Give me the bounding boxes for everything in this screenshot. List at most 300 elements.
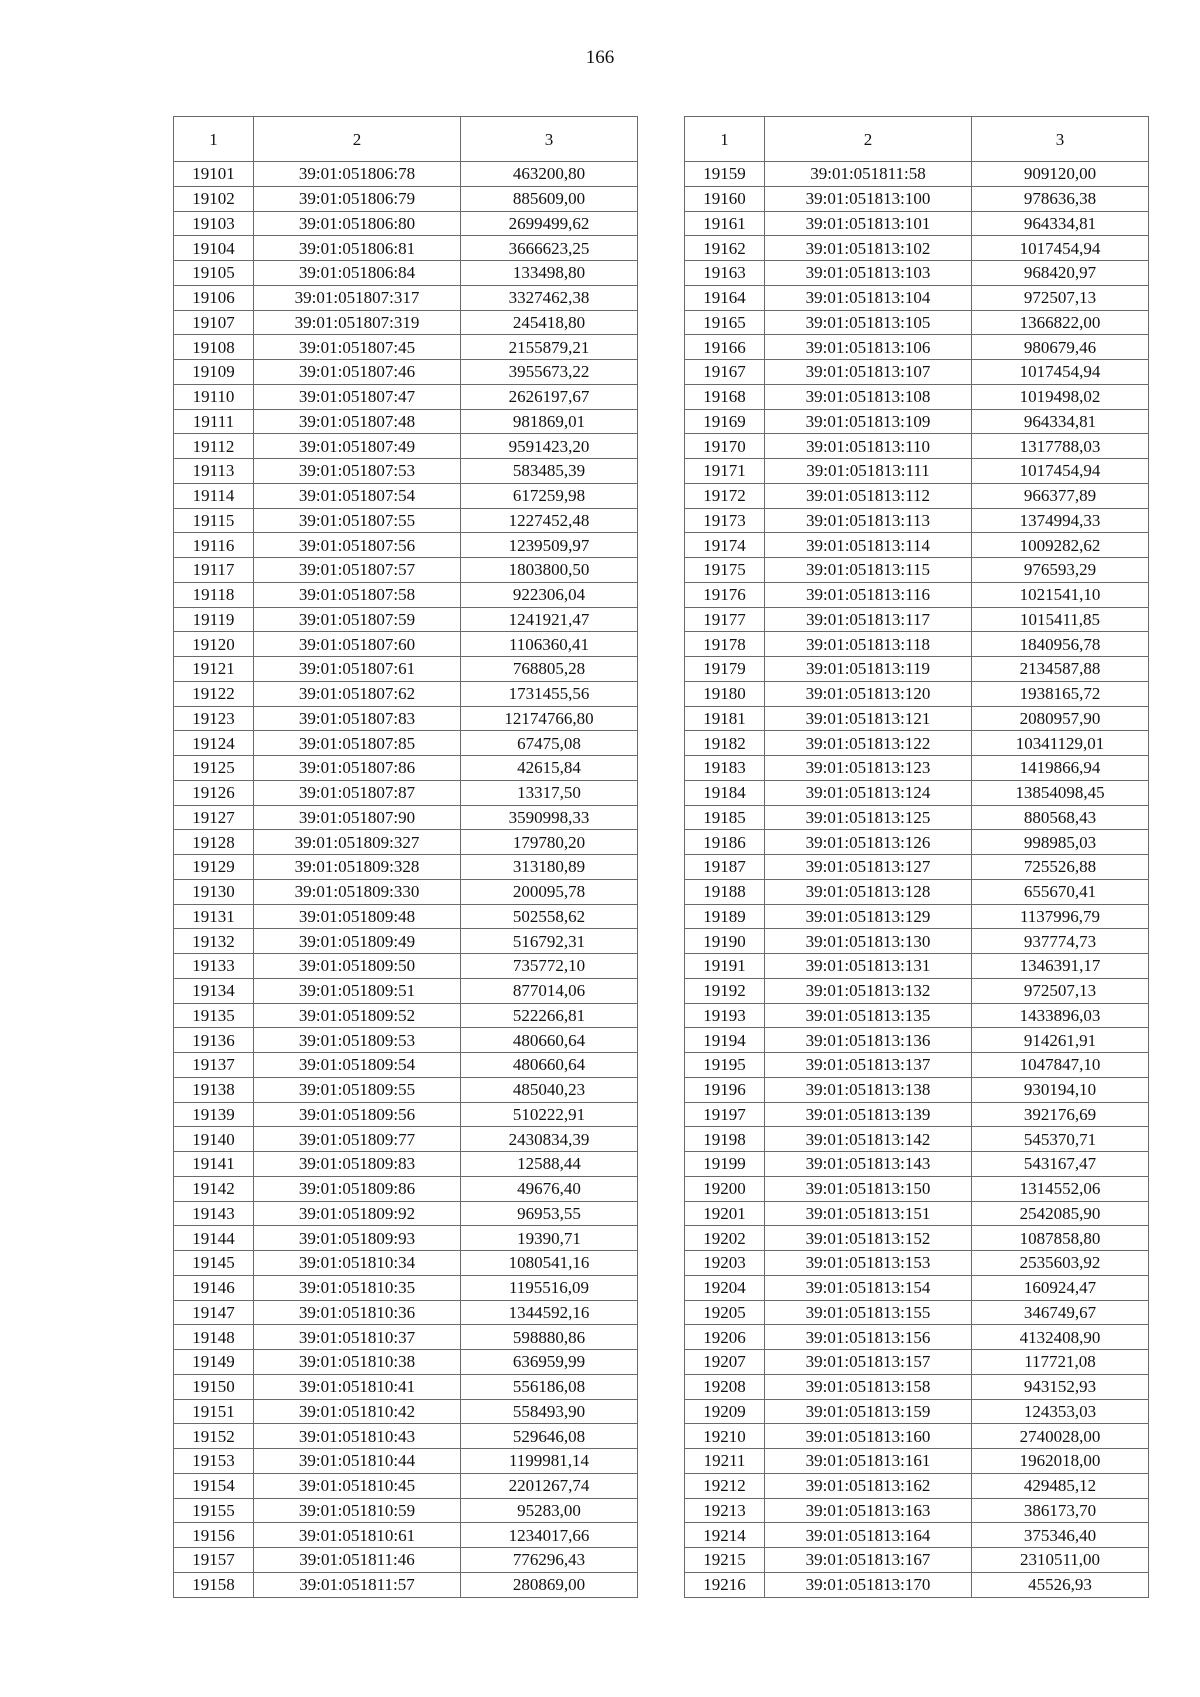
cadastral-number-cell: 39:01:051813:161 <box>765 1449 972 1474</box>
row-number-cell: 19206 <box>685 1325 765 1350</box>
cadastral-number-cell: 39:01:051813:107 <box>765 360 972 385</box>
value-cell: 1017454,94 <box>972 459 1149 484</box>
table-row <box>685 1498 1149 1523</box>
row-number-cell: 19212 <box>685 1473 765 1498</box>
cadastral-number-cell: 39:01:051811:58 <box>765 162 972 187</box>
value-cell: 2542085,90 <box>972 1201 1149 1226</box>
cadastral-number-cell: 39:01:051806:84 <box>254 261 461 286</box>
row-number-cell: 19124 <box>174 731 254 756</box>
row-number-cell: 19126 <box>174 780 254 805</box>
cadastral-number-cell: 39:01:051813:122 <box>765 731 972 756</box>
table-row <box>685 1300 1149 1325</box>
row-number-cell: 19163 <box>685 261 765 286</box>
value-cell: 1239509,97 <box>461 533 638 558</box>
row-number-cell: 19139 <box>174 1102 254 1127</box>
value-cell: 4132408,90 <box>972 1325 1149 1350</box>
value-cell: 556186,08 <box>461 1374 638 1399</box>
cadastral-number-cell: 39:01:051809:77 <box>254 1127 461 1152</box>
row-number-cell: 19174 <box>685 533 765 558</box>
table-row <box>174 1201 638 1226</box>
cadastral-number-cell: 39:01:051811:57 <box>254 1572 461 1597</box>
row-number-cell: 19111 <box>174 409 254 434</box>
cadastral-number-cell: 39:01:051813:157 <box>765 1350 972 1375</box>
value-cell: 1938165,72 <box>972 681 1149 706</box>
row-number-cell: 19202 <box>685 1226 765 1251</box>
cadastral-number-cell: 39:01:051807:47 <box>254 384 461 409</box>
table-row <box>174 1424 638 1449</box>
cadastral-number-cell: 39:01:051813:125 <box>765 805 972 830</box>
table-row <box>174 162 638 187</box>
cadastral-number-cell: 39:01:051807:83 <box>254 706 461 731</box>
value-cell: 13854098,45 <box>972 780 1149 805</box>
row-number-cell: 19106 <box>174 285 254 310</box>
row-number-cell: 19187 <box>685 855 765 880</box>
table-row <box>685 731 1149 756</box>
row-number-cell: 19166 <box>685 335 765 360</box>
column-header-number: 1 <box>685 117 765 162</box>
row-number-cell: 19207 <box>685 1350 765 1375</box>
row-number-cell: 19115 <box>174 508 254 533</box>
table-row <box>685 1374 1149 1399</box>
table-row <box>174 681 638 706</box>
cadastral-number-cell: 39:01:051813:156 <box>765 1325 972 1350</box>
table-row <box>174 409 638 434</box>
row-number-cell: 19147 <box>174 1300 254 1325</box>
table-row <box>174 384 638 409</box>
table-row <box>174 855 638 880</box>
table-row <box>685 533 1149 558</box>
row-number-cell: 19107 <box>174 310 254 335</box>
row-number-cell: 19138 <box>174 1077 254 1102</box>
value-cell: 3955673,22 <box>461 360 638 385</box>
row-number-cell: 19198 <box>685 1127 765 1152</box>
value-cell: 1344592,16 <box>461 1300 638 1325</box>
table-row <box>685 360 1149 385</box>
table-row <box>174 904 638 929</box>
value-cell: 1241921,47 <box>461 607 638 632</box>
cadastral-number-cell: 39:01:051813:112 <box>765 483 972 508</box>
row-number-cell: 19213 <box>685 1498 765 1523</box>
table-row <box>174 632 638 657</box>
row-number-cell: 19102 <box>174 186 254 211</box>
value-cell: 543167,47 <box>972 1152 1149 1177</box>
table-row <box>174 607 638 632</box>
cadastral-number-cell: 39:01:051813:131 <box>765 954 972 979</box>
table-row <box>685 681 1149 706</box>
cadastral-number-cell: 39:01:051807:62 <box>254 681 461 706</box>
row-number-cell: 19179 <box>685 657 765 682</box>
value-cell: 346749,67 <box>972 1300 1149 1325</box>
table-row <box>685 162 1149 187</box>
row-number-cell: 19181 <box>685 706 765 731</box>
value-cell: 966377,89 <box>972 483 1149 508</box>
table-row <box>685 929 1149 954</box>
row-number-cell: 19211 <box>685 1449 765 1474</box>
table-row <box>174 1374 638 1399</box>
value-cell: 1021541,10 <box>972 582 1149 607</box>
value-cell: 1017454,94 <box>972 236 1149 261</box>
value-cell: 45526,93 <box>972 1572 1149 1597</box>
cadastral-number-cell: 39:01:051813:150 <box>765 1176 972 1201</box>
table-row <box>685 1003 1149 1028</box>
cadastral-number-cell: 39:01:051810:44 <box>254 1449 461 1474</box>
value-cell: 42615,84 <box>461 756 638 781</box>
cadastral-number-cell: 39:01:051813:117 <box>765 607 972 632</box>
row-number-cell: 19152 <box>174 1424 254 1449</box>
cadastral-number-cell: 39:01:051813:113 <box>765 508 972 533</box>
cadastral-number-cell: 39:01:051809:93 <box>254 1226 461 1251</box>
row-number-cell: 19200 <box>685 1176 765 1201</box>
value-cell: 2134587,88 <box>972 657 1149 682</box>
cadastral-number-cell: 39:01:051809:51 <box>254 978 461 1003</box>
cadastral-number-cell: 39:01:051813:108 <box>765 384 972 409</box>
cadastral-number-cell: 39:01:051813:114 <box>765 533 972 558</box>
cadastral-number-cell: 39:01:051809:328 <box>254 855 461 880</box>
value-cell: 280869,00 <box>461 1572 638 1597</box>
table-row <box>174 1548 638 1573</box>
value-cell: 49676,40 <box>461 1176 638 1201</box>
cadastral-number-cell: 39:01:051807:86 <box>254 756 461 781</box>
value-cell: 937774,73 <box>972 929 1149 954</box>
table-row <box>685 211 1149 236</box>
value-cell: 19390,71 <box>461 1226 638 1251</box>
value-cell: 2740028,00 <box>972 1424 1149 1449</box>
row-number-cell: 19149 <box>174 1350 254 1375</box>
cadastral-number-cell: 39:01:051807:57 <box>254 558 461 583</box>
table-row <box>174 1275 638 1300</box>
value-cell: 968420,97 <box>972 261 1149 286</box>
cadastral-number-cell: 39:01:051809:54 <box>254 1053 461 1078</box>
value-cell: 392176,69 <box>972 1102 1149 1127</box>
value-cell: 10341129,01 <box>972 731 1149 756</box>
table-row <box>685 1399 1149 1424</box>
row-number-cell: 19197 <box>685 1102 765 1127</box>
value-cell: 1199981,14 <box>461 1449 638 1474</box>
value-cell: 617259,98 <box>461 483 638 508</box>
table-row <box>685 1523 1149 1548</box>
row-number-cell: 19191 <box>685 954 765 979</box>
value-cell: 2201267,74 <box>461 1473 638 1498</box>
table-row <box>685 607 1149 632</box>
cadastral-number-cell: 39:01:051810:37 <box>254 1325 461 1350</box>
value-cell: 2080957,90 <box>972 706 1149 731</box>
cadastral-number-cell: 39:01:051813:136 <box>765 1028 972 1053</box>
table-row <box>174 1399 638 1424</box>
value-cell: 914261,91 <box>972 1028 1149 1053</box>
value-cell: 1106360,41 <box>461 632 638 657</box>
cadastral-number-cell: 39:01:051809:56 <box>254 1102 461 1127</box>
header-row <box>685 117 1149 162</box>
cadastral-number-cell: 39:01:051813:151 <box>765 1201 972 1226</box>
value-cell: 510222,91 <box>461 1102 638 1127</box>
table-row <box>685 1226 1149 1251</box>
row-number-cell: 19145 <box>174 1251 254 1276</box>
table-row <box>174 236 638 261</box>
cadastral-number-cell: 39:01:051807:90 <box>254 805 461 830</box>
row-number-cell: 19162 <box>685 236 765 261</box>
cadastral-number-cell: 39:01:051807:317 <box>254 285 461 310</box>
table-row <box>174 310 638 335</box>
row-number-cell: 19172 <box>685 483 765 508</box>
row-number-cell: 19144 <box>174 1226 254 1251</box>
row-number-cell: 19121 <box>174 657 254 682</box>
cadastral-number-cell: 39:01:051813:130 <box>765 929 972 954</box>
value-cell: 1227452,48 <box>461 508 638 533</box>
value-cell: 1731455,56 <box>461 681 638 706</box>
row-number-cell: 19108 <box>174 335 254 360</box>
value-cell: 12588,44 <box>461 1152 638 1177</box>
value-cell: 655670,41 <box>972 879 1149 904</box>
table-row <box>174 1176 638 1201</box>
right-table <box>684 116 1149 1598</box>
row-number-cell: 19137 <box>174 1053 254 1078</box>
cadastral-number-cell: 39:01:051807:56 <box>254 533 461 558</box>
cadastral-number-cell: 39:01:051813:164 <box>765 1523 972 1548</box>
value-cell: 1803800,50 <box>461 558 638 583</box>
row-number-cell: 19208 <box>685 1374 765 1399</box>
row-number-cell: 19156 <box>174 1523 254 1548</box>
cadastral-number-cell: 39:01:051809:52 <box>254 1003 461 1028</box>
value-cell: 981869,01 <box>461 409 638 434</box>
row-number-cell: 19205 <box>685 1300 765 1325</box>
cadastral-number-cell: 39:01:051813:152 <box>765 1226 972 1251</box>
header-row <box>174 117 638 162</box>
table-row <box>174 1325 638 1350</box>
value-cell: 245418,80 <box>461 310 638 335</box>
value-cell: 583485,39 <box>461 459 638 484</box>
row-number-cell: 19140 <box>174 1127 254 1152</box>
row-number-cell: 19169 <box>685 409 765 434</box>
table-row <box>174 1127 638 1152</box>
row-number-cell: 19130 <box>174 879 254 904</box>
row-number-cell: 19118 <box>174 582 254 607</box>
value-cell: 636959,99 <box>461 1350 638 1375</box>
value-cell: 880568,43 <box>972 805 1149 830</box>
value-cell: 1374994,33 <box>972 508 1149 533</box>
row-number-cell: 19112 <box>174 434 254 459</box>
row-number-cell: 19105 <box>174 261 254 286</box>
table-row <box>174 929 638 954</box>
table-row <box>174 508 638 533</box>
row-number-cell: 19193 <box>685 1003 765 1028</box>
row-number-cell: 19182 <box>685 731 765 756</box>
row-number-cell: 19101 <box>174 162 254 187</box>
row-number-cell: 19104 <box>174 236 254 261</box>
table-row <box>685 236 1149 261</box>
table-row <box>174 731 638 756</box>
table-row <box>685 335 1149 360</box>
value-cell: 545370,71 <box>972 1127 1149 1152</box>
value-cell: 725526,88 <box>972 855 1149 880</box>
value-cell: 480660,64 <box>461 1028 638 1053</box>
row-number-cell: 19183 <box>685 756 765 781</box>
value-cell: 1017454,94 <box>972 360 1149 385</box>
row-number-cell: 19201 <box>685 1201 765 1226</box>
value-cell: 1317788,03 <box>972 434 1149 459</box>
column-header-value: 3 <box>461 117 638 162</box>
cadastral-number-cell: 39:01:051813:121 <box>765 706 972 731</box>
table-row <box>174 1498 638 1523</box>
cadastral-number-cell: 39:01:051810:61 <box>254 1523 461 1548</box>
value-cell: 67475,08 <box>461 731 638 756</box>
row-number-cell: 19189 <box>685 904 765 929</box>
cadastral-number-cell: 39:01:051807:58 <box>254 582 461 607</box>
cadastral-number-cell: 39:01:051810:42 <box>254 1399 461 1424</box>
table-row <box>685 904 1149 929</box>
cadastral-number-cell: 39:01:051810:34 <box>254 1251 461 1276</box>
row-number-cell: 19199 <box>685 1152 765 1177</box>
table-row <box>685 285 1149 310</box>
table-row <box>174 459 638 484</box>
cadastral-number-cell: 39:01:051813:137 <box>765 1053 972 1078</box>
value-cell: 1087858,80 <box>972 1226 1149 1251</box>
value-cell: 516792,31 <box>461 929 638 954</box>
row-number-cell: 19184 <box>685 780 765 805</box>
cadastral-number-cell: 39:01:051813:160 <box>765 1424 972 1449</box>
table-row <box>685 1473 1149 1498</box>
row-number-cell: 19159 <box>685 162 765 187</box>
table-row <box>174 879 638 904</box>
value-cell: 558493,90 <box>461 1399 638 1424</box>
cadastral-number-cell: 39:01:051813:126 <box>765 830 972 855</box>
cadastral-number-cell: 39:01:051813:110 <box>765 434 972 459</box>
row-number-cell: 19185 <box>685 805 765 830</box>
table-row <box>685 954 1149 979</box>
cadastral-number-cell: 39:01:051810:43 <box>254 1424 461 1449</box>
cadastral-number-cell: 39:01:051811:46 <box>254 1548 461 1573</box>
value-cell: 1419866,94 <box>972 756 1149 781</box>
table-row <box>174 805 638 830</box>
value-cell: 463200,80 <box>461 162 638 187</box>
table-row <box>685 657 1149 682</box>
row-number-cell: 19113 <box>174 459 254 484</box>
value-cell: 1080541,16 <box>461 1251 638 1276</box>
row-number-cell: 19210 <box>685 1424 765 1449</box>
row-number-cell: 19164 <box>685 285 765 310</box>
cadastral-number-cell: 39:01:051813:109 <box>765 409 972 434</box>
row-number-cell: 19170 <box>685 434 765 459</box>
table-row <box>685 261 1149 286</box>
row-number-cell: 19116 <box>174 533 254 558</box>
cadastral-number-cell: 39:01:051813:139 <box>765 1102 972 1127</box>
row-number-cell: 19117 <box>174 558 254 583</box>
table-row <box>174 756 638 781</box>
row-number-cell: 19160 <box>685 186 765 211</box>
value-cell: 2430834,39 <box>461 1127 638 1152</box>
table-row <box>174 954 638 979</box>
table-row <box>685 1201 1149 1226</box>
row-number-cell: 19167 <box>685 360 765 385</box>
row-number-cell: 19146 <box>174 1275 254 1300</box>
table-row <box>174 1152 638 1177</box>
value-cell: 480660,64 <box>461 1053 638 1078</box>
row-number-cell: 19142 <box>174 1176 254 1201</box>
cadastral-number-cell: 39:01:051813:162 <box>765 1473 972 1498</box>
table-row <box>685 978 1149 1003</box>
table-row <box>685 1053 1149 1078</box>
row-number-cell: 19122 <box>174 681 254 706</box>
table-row <box>685 1572 1149 1597</box>
table-row <box>685 1152 1149 1177</box>
table-row <box>174 1003 638 1028</box>
cadastral-number-cell: 39:01:051813:170 <box>765 1572 972 1597</box>
row-number-cell: 19175 <box>685 558 765 583</box>
cadastral-number-cell: 39:01:051807:87 <box>254 780 461 805</box>
table-row <box>174 285 638 310</box>
cadastral-number-cell: 39:01:051813:129 <box>765 904 972 929</box>
row-number-cell: 19127 <box>174 805 254 830</box>
cadastral-number-cell: 39:01:051813:104 <box>765 285 972 310</box>
cadastral-number-cell: 39:01:051813:111 <box>765 459 972 484</box>
cadastral-number-cell: 39:01:051807:54 <box>254 483 461 508</box>
column-header-number: 1 <box>174 117 254 162</box>
row-number-cell: 19150 <box>174 1374 254 1399</box>
cadastral-number-cell: 39:01:051813:153 <box>765 1251 972 1276</box>
row-number-cell: 19153 <box>174 1449 254 1474</box>
value-cell: 1314552,06 <box>972 1176 1149 1201</box>
table-row <box>174 657 638 682</box>
cadastral-number-cell: 39:01:051810:59 <box>254 1498 461 1523</box>
cadastral-number-cell: 39:01:051813:106 <box>765 335 972 360</box>
cadastral-number-cell: 39:01:051809:86 <box>254 1176 461 1201</box>
cadastral-number-cell: 39:01:051813:163 <box>765 1498 972 1523</box>
value-cell: 485040,23 <box>461 1077 638 1102</box>
cadastral-number-cell: 39:01:051813:154 <box>765 1275 972 1300</box>
row-number-cell: 19176 <box>685 582 765 607</box>
cadastral-number-cell: 39:01:051813:116 <box>765 582 972 607</box>
column-header-cadastral: 2 <box>254 117 461 162</box>
value-cell: 980679,46 <box>972 335 1149 360</box>
row-number-cell: 19120 <box>174 632 254 657</box>
table-row <box>174 533 638 558</box>
value-cell: 2535603,92 <box>972 1251 1149 1276</box>
table-row <box>174 1102 638 1127</box>
row-number-cell: 19132 <box>174 929 254 954</box>
row-number-cell: 19103 <box>174 211 254 236</box>
cadastral-number-cell: 39:01:051807:53 <box>254 459 461 484</box>
row-number-cell: 19109 <box>174 360 254 385</box>
value-cell: 598880,86 <box>461 1325 638 1350</box>
value-cell: 1366822,00 <box>972 310 1149 335</box>
cadastral-number-cell: 39:01:051813:132 <box>765 978 972 1003</box>
row-number-cell: 19128 <box>174 830 254 855</box>
value-cell: 922306,04 <box>461 582 638 607</box>
value-cell: 1015411,85 <box>972 607 1149 632</box>
cadastral-number-cell: 39:01:051810:35 <box>254 1275 461 1300</box>
row-number-cell: 19143 <box>174 1201 254 1226</box>
table-row <box>685 384 1149 409</box>
table-row <box>174 780 638 805</box>
value-cell: 1840956,78 <box>972 632 1149 657</box>
value-cell: 529646,08 <box>461 1424 638 1449</box>
table-row <box>685 1127 1149 1152</box>
cadastral-number-cell: 39:01:051813:138 <box>765 1077 972 1102</box>
cadastral-number-cell: 39:01:051813:128 <box>765 879 972 904</box>
table-row <box>174 1226 638 1251</box>
row-number-cell: 19148 <box>174 1325 254 1350</box>
cadastral-number-cell: 39:01:051813:124 <box>765 780 972 805</box>
value-cell: 429485,12 <box>972 1473 1149 1498</box>
table-row <box>174 978 638 1003</box>
row-number-cell: 19215 <box>685 1548 765 1573</box>
value-cell: 885609,00 <box>461 186 638 211</box>
cadastral-number-cell: 39:01:051813:103 <box>765 261 972 286</box>
table-row <box>685 1350 1149 1375</box>
value-cell: 160924,47 <box>972 1275 1149 1300</box>
value-cell: 768805,28 <box>461 657 638 682</box>
value-cell: 998985,03 <box>972 830 1149 855</box>
row-number-cell: 19216 <box>685 1572 765 1597</box>
